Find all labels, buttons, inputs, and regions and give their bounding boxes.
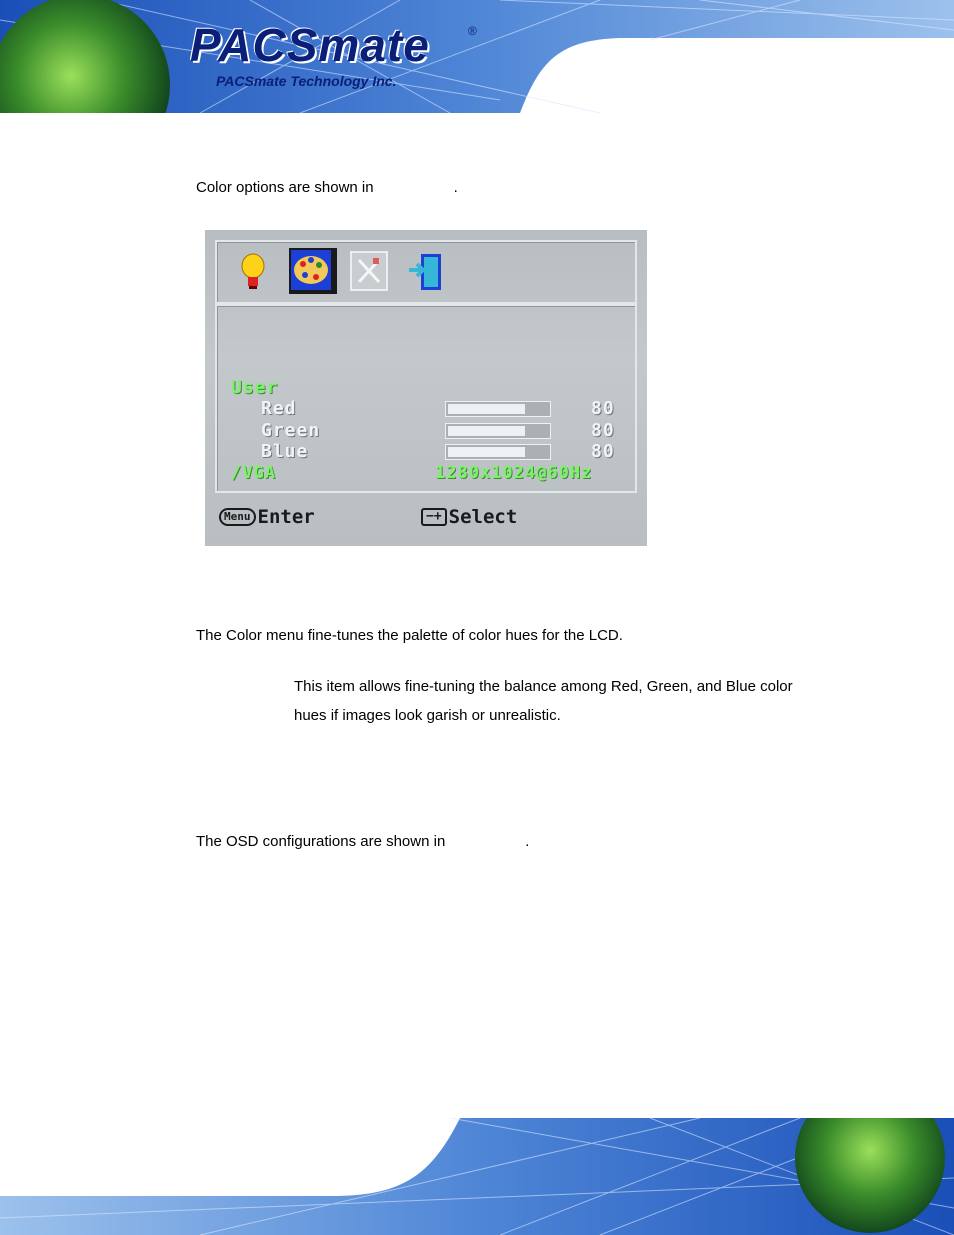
tools-icon: [349, 250, 389, 292]
company-name: PACSmate Technology Inc.: [216, 73, 397, 89]
osd-green-value: 80: [591, 420, 615, 441]
page-footer: [0, 1118, 954, 1235]
osd-select-hint: [421, 506, 517, 528]
color-palette-icon: [289, 248, 337, 294]
osd-color-menu-screenshot: [205, 230, 647, 546]
osd-enter-label: Enter: [257, 506, 315, 528]
brand-logo: PACSmate: [190, 19, 430, 71]
brightness-bulb-icon: [233, 250, 273, 292]
osd-blue-bar: [445, 444, 551, 460]
page-header: [0, 0, 954, 113]
osd-red-label: Red: [261, 398, 297, 419]
color-options-intro: Color options are shown in: [196, 179, 374, 196]
osd-menu-key-icon: Menu: [219, 508, 256, 526]
osd-resolution: 1280x1024@60Hz: [435, 463, 593, 483]
osd-user-label: User: [231, 377, 279, 398]
osd-green-label: Green: [261, 420, 321, 441]
osd-blue-value: 80: [591, 441, 615, 462]
footer-banner-graphic: [0, 1118, 954, 1235]
exit-door-icon: [405, 250, 445, 292]
osd-enter-hint: [219, 506, 315, 528]
osd-select-label: Select: [448, 506, 518, 528]
osd-blue-bar-fill: [448, 447, 525, 457]
header-banner-graphic: [0, 0, 954, 113]
user-desc-line1: This item allows fine-tuning the balance among Red, Green, and Blue color: [294, 678, 793, 695]
color-options-end: .: [453, 179, 458, 196]
osd-blue-label: Blue: [261, 441, 309, 462]
user-desc-line2: hues if images look garish or unrealistic.: [294, 707, 561, 724]
osd-config-paragraph: [196, 827, 529, 856]
osd-config-intro: The OSD configurations are shown in: [196, 833, 446, 850]
osd-config-end: .: [525, 833, 530, 850]
osd-red-bar-fill: [448, 404, 525, 414]
osd-minus-plus-key-icon: −+: [421, 508, 447, 526]
user-item-description: [294, 672, 834, 730]
osd-green-bar-fill: [448, 426, 525, 436]
osd-green-bar: [445, 423, 551, 439]
osd-mode-label: /VGA: [231, 463, 276, 483]
color-menu-description: The Color menu fine-tunes the palette of color hues for the LCD.: [196, 627, 623, 644]
osd-red-value: 80: [591, 398, 615, 419]
color-options-paragraph: [196, 173, 458, 202]
osd-red-bar: [445, 401, 551, 417]
registered-mark: ®: [468, 24, 477, 38]
